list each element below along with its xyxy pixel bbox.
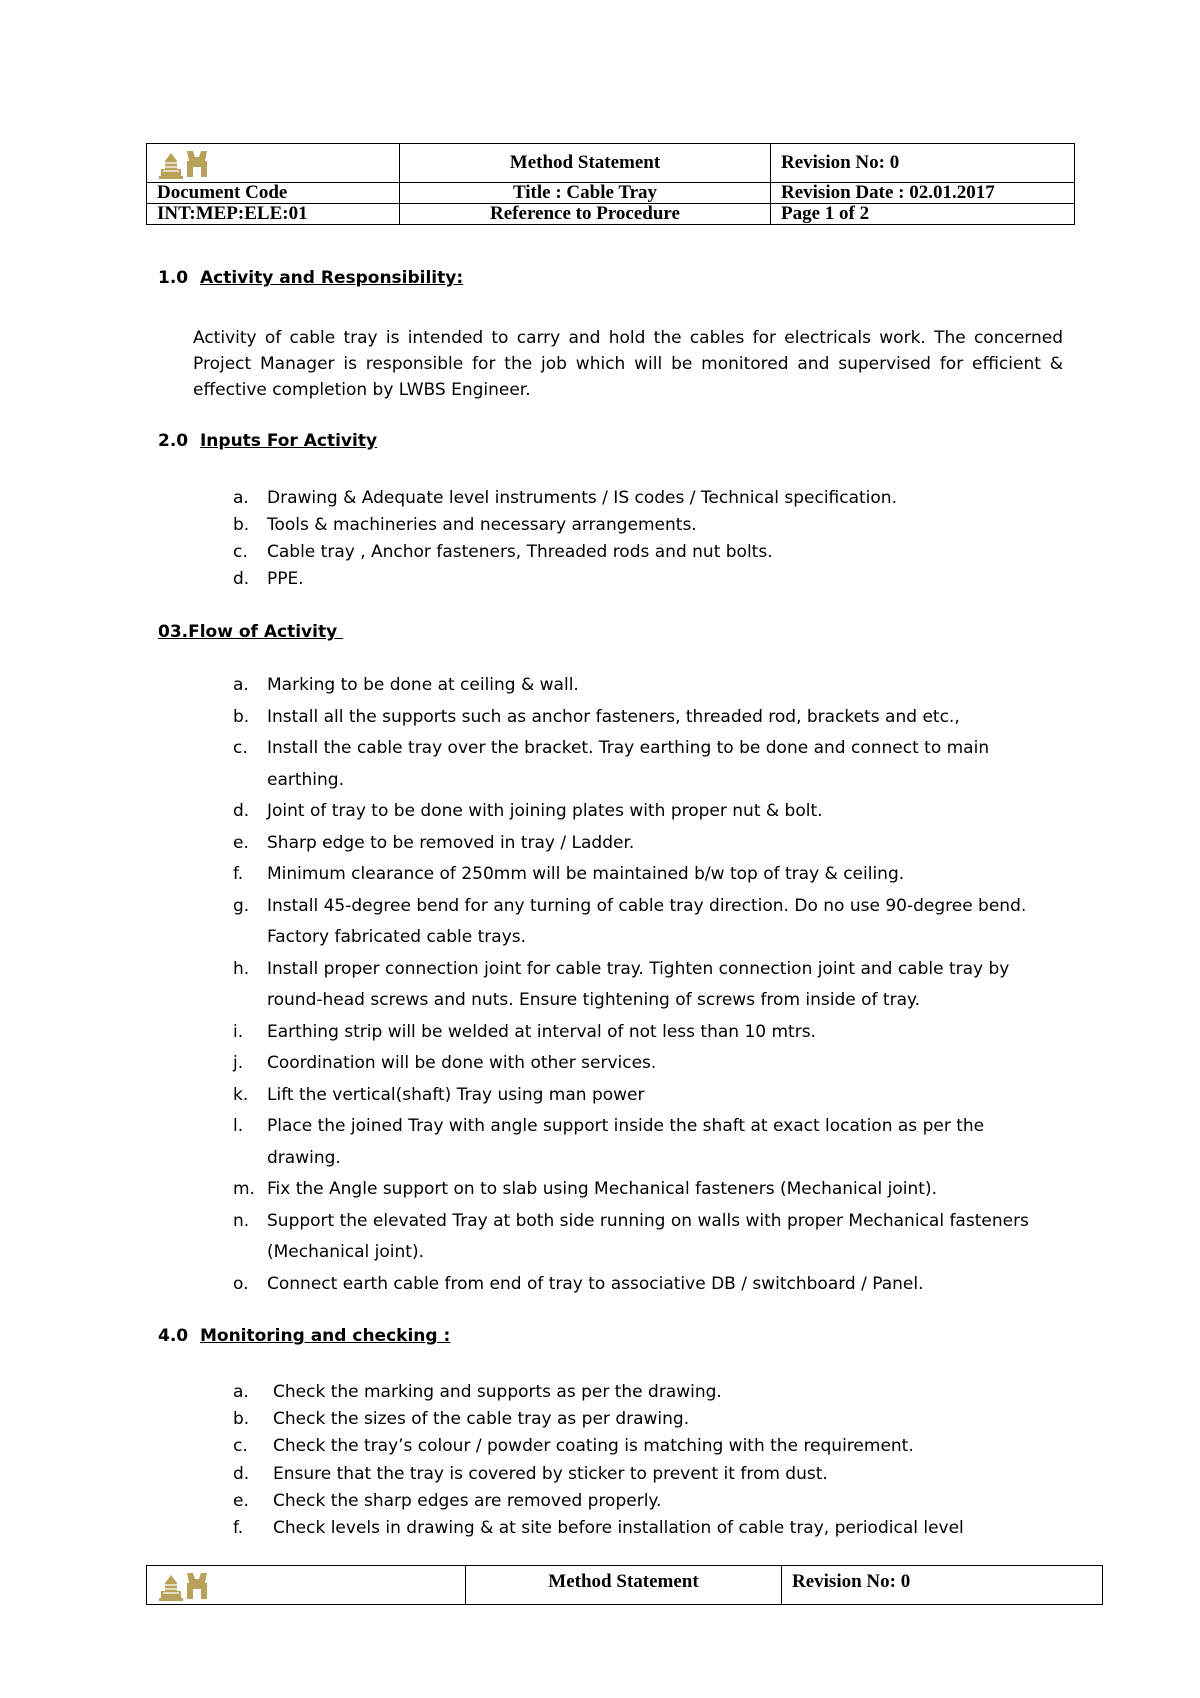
header-document-code-label: Document Code — [147, 183, 400, 204]
list-item: i. Earthing strip will be welded at interval of not less than 10 mtrs. — [233, 1021, 816, 1042]
list-item: a. Drawing & Adequate level instruments / IS codes / Technical specification. — [233, 488, 897, 508]
list-item: d. PPE. — [233, 569, 304, 589]
list-item: h. Install proper connection joint for cable tray. Tighten connection joint and cable tray by round-head screws and nuts. Ensure tightening of screws from inside of tray. — [233, 958, 1010, 1010]
section-3-heading — [158, 622, 343, 642]
list-item: k. Lift the vertical(shaft) Tray using man power — [233, 1084, 645, 1105]
list-item: n. Support the elevated Tray at both side running on walls with proper Mechanical fasteners (Mechanical joint). — [233, 1210, 1029, 1262]
list-item: d. Ensure that the tray is covered by sticker to prevent it from dust. — [233, 1463, 828, 1484]
footer-method-statement: Method Statement — [466, 1566, 782, 1605]
list-item: o. Connect earth cable from end of tray to associative DB / switchboard / Panel. — [233, 1273, 924, 1294]
logo-cell — [147, 144, 400, 183]
list-item: d. Joint of tray to be done with joining plates with proper nut & bolt. — [233, 801, 823, 821]
header-method-statement: Method Statement — [400, 144, 771, 183]
section-1-paragraph: Activity of cable tray is intended to carry and hold the cables for electricals work. The concerned Project Manager is responsible for the job which will be monitored and supervised for efficient & effective completion by LWBS Engineer. — [193, 328, 1063, 400]
header-title: Title : Cable Tray — [400, 183, 771, 204]
list-item: g. Install 45-degree bend for any turning of cable tray direction. Do no use 90-degree bend. Factory fabricated cable trays. — [233, 895, 1027, 947]
section-2-list — [233, 485, 1033, 593]
company-logo-icon — [157, 147, 213, 179]
section-4-list — [233, 1379, 1063, 1542]
section-3-title: 03.Flow of Activity — [158, 622, 344, 642]
footer-table — [146, 1565, 1103, 1605]
company-logo-icon — [157, 1569, 213, 1601]
section-2-heading — [158, 431, 377, 451]
list-item: a. Marking to be done at ceiling & wall. — [233, 675, 579, 695]
list-item: c. Check the tray’s colour / powder coating is matching with the requirement. — [233, 1436, 914, 1457]
list-item: c. Install the cable tray over the bracket. Tray earthing to be done and connect to main earthing. — [233, 738, 990, 790]
section-2-title: Inputs For Activity — [199, 431, 378, 451]
list-item: l. Place the joined Tray with angle support inside the shaft at exact location as per the drawing. — [233, 1116, 985, 1168]
list-item: m. Fix the Angle support on to slab using Mechanical fasteners (Mechanical joint). — [233, 1179, 937, 1199]
section-3-list — [233, 670, 1063, 1300]
section-2-number: 2.0 — [158, 431, 189, 451]
section-4-title: Monitoring and checking : — [199, 1326, 451, 1346]
list-item: j. Coordination will be done with other services. — [233, 1053, 657, 1073]
header-reference: Reference to Procedure — [400, 204, 771, 225]
header-revision-date: Revision Date : 02.01.2017 — [771, 183, 1075, 204]
section-1-heading — [158, 268, 463, 288]
header-revision-no: Revision No: 0 — [771, 144, 1075, 183]
list-item: b. Tools & machineries and necessary arrangements. — [233, 515, 697, 535]
header-page: Page 1 of 2 — [771, 204, 1075, 225]
section-1-title: Activity and Responsibility: — [199, 268, 464, 288]
list-item: e. Check the sharp edges are removed properly. — [233, 1490, 662, 1511]
section-1-number: 1.0 — [158, 268, 189, 288]
list-item: e. Sharp edge to be removed in tray / Ladder. — [233, 832, 635, 853]
footer-logo-cell — [147, 1566, 466, 1605]
list-item: b. Install all the supports such as anchor fasteners, threaded rod, brackets and etc., — [233, 706, 960, 727]
list-item: f. Minimum clearance of 250mm will be maintained b/w top of tray & ceiling. — [233, 864, 905, 884]
list-item: a. Check the marking and supports as per the drawing. — [233, 1382, 722, 1402]
list-item: f. Check levels in drawing & at site before installation of cable tray, periodical level — [233, 1518, 964, 1539]
list-item: b. Check the sizes of the cable tray as per drawing. — [233, 1409, 690, 1430]
section-4-heading — [158, 1326, 450, 1346]
header-table — [146, 143, 1075, 225]
list-item: c. Cable tray , Anchor fasteners, Threaded rods and nut bolts. — [233, 542, 773, 562]
section-4-number: 4.0 — [158, 1326, 189, 1346]
footer-revision-no: Revision No: 0 — [782, 1566, 1103, 1605]
header-document-code: INT:MEP:ELE:01 — [147, 204, 400, 225]
